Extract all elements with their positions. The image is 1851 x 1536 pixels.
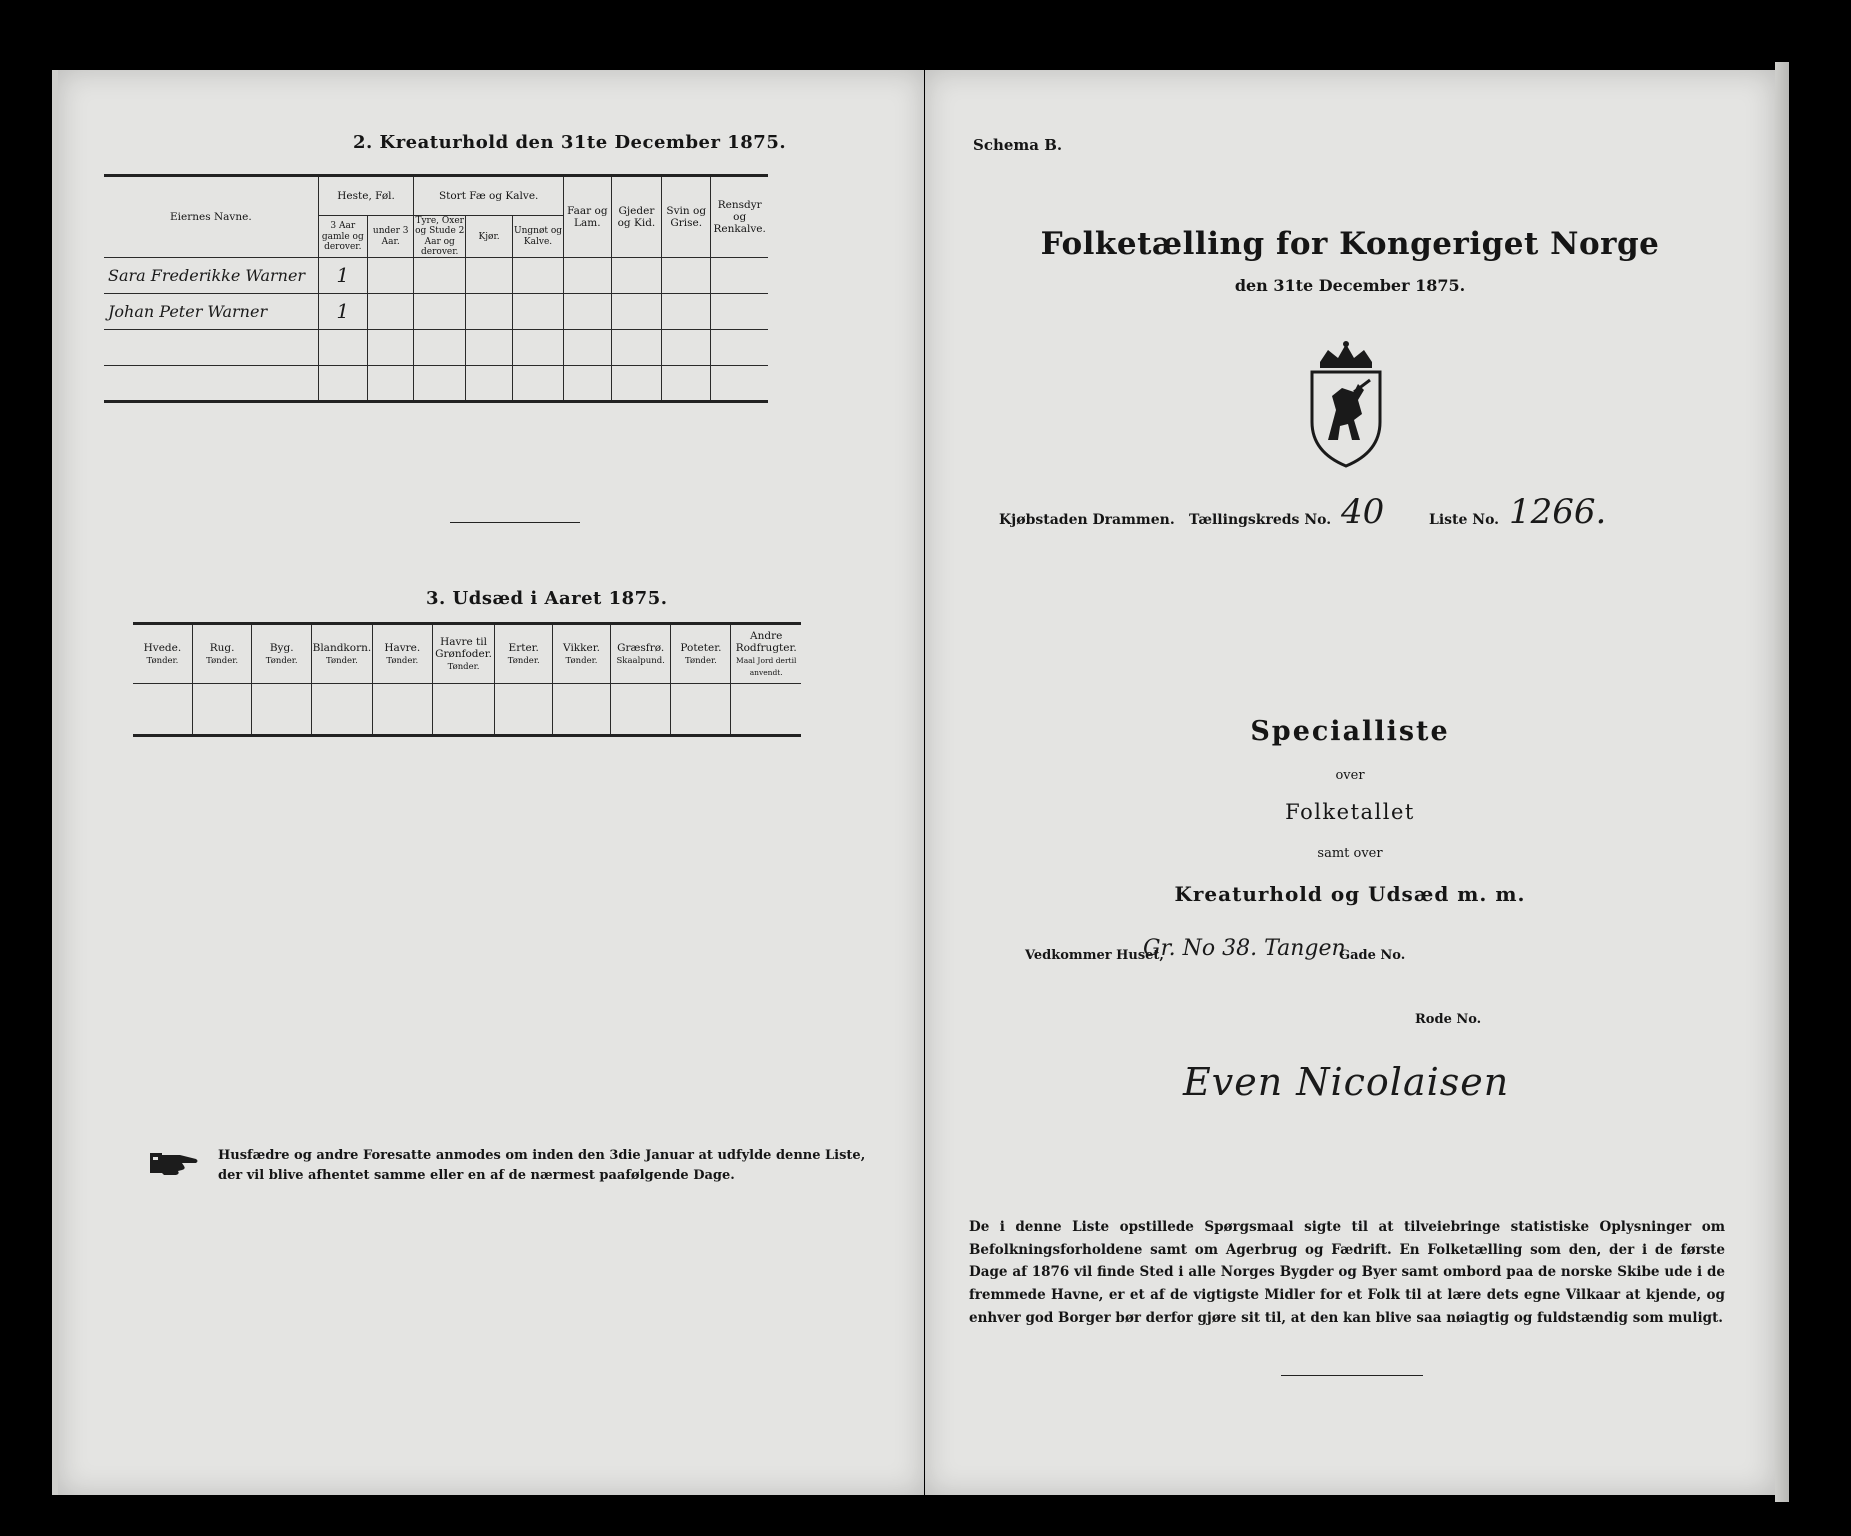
left-page	[52, 70, 924, 1495]
mixed-grain-header: Blandkorn. Tønder.	[311, 624, 372, 684]
livestock-table	[104, 174, 768, 403]
green-fodder-header: Havre til Grønfoder. Tønder.	[432, 624, 495, 684]
district-number: 40	[1341, 492, 1385, 532]
house-line	[1025, 938, 1625, 978]
owner-name-header: Eiernes Navne.	[104, 176, 318, 258]
table-row	[104, 294, 768, 330]
oats-header: Havre. Tønder.	[372, 624, 432, 684]
samt-over-label: samt over	[1317, 846, 1383, 861]
wheat-header: Hvede. Tønder.	[133, 624, 192, 684]
seed-table	[133, 622, 801, 737]
horses-header: Heste, Føl.	[318, 176, 414, 216]
pointing-hand-icon	[148, 1149, 200, 1177]
reindeer-header: Rensdyr og Renkalve.	[711, 176, 768, 258]
table-row	[104, 330, 768, 366]
purpose-paragraph: De i denne Liste opstillede Spørgsmaal sigte til at tilveiebringe statistiske Oplysninger om Befolkningsforholdene samt om Agerbrug og Fædrift. En Folketælling som den, der i de første Dage af 1876 vil finde Sted i alle Norges Bygder og Byer samt ombord paa de norske Skibe ude i de fremmede Havne, er et af de vigtigste Midler for et Folk til at lære dets egne Vilkaar at kjende, og enhver god Borger bør derfor gjøre sit til, at den kan blive saa nøiagtig og fuldstændig som muligt.	[969, 1219, 1725, 1326]
right-page	[925, 70, 1775, 1495]
potatoes-header: Poteter. Tønder.	[671, 624, 731, 684]
street-label: Gade No.	[1339, 948, 1406, 963]
rye-header: Rug. Tønder.	[192, 624, 252, 684]
table-row	[104, 366, 768, 402]
barley-header: Byg. Tønder.	[252, 624, 312, 684]
grass-seed-header: Græsfrø. Skaalpund.	[610, 624, 670, 684]
over-label: over	[1335, 768, 1365, 783]
calves-header: Ungnøt og Kalve.	[513, 216, 564, 258]
town-line	[999, 492, 1699, 540]
house-label: Vedkommer Huset,	[1025, 948, 1164, 963]
section-3-title: 3. Udsæd i Aaret 1875.	[426, 588, 668, 609]
sheep-header: Faar og Lam.	[563, 176, 611, 258]
census-title: Folketælling for Kongeriget Norge	[1040, 226, 1660, 262]
livestock-seed-label: Kreaturhold og Udsæd m. m.	[1174, 882, 1526, 906]
list-number: 1266.	[1509, 492, 1607, 532]
population-label: Folketallet	[1285, 800, 1415, 824]
root-crops-header: Andre Rodfrugter. Maal Jord dertil anvendt.	[731, 624, 801, 684]
horses-3yr-header: 3 Aar gamle og derover.	[318, 216, 367, 258]
vetch-header: Vikker. Tønder.	[553, 624, 611, 684]
goats-header: Gjeder og Kid.	[611, 176, 661, 258]
horses-under3-header: under 3 Aar.	[367, 216, 414, 258]
closing-divider	[1281, 1375, 1423, 1376]
special-list-title: Specialliste	[1250, 716, 1450, 747]
cows-header: Kjør.	[465, 216, 512, 258]
town-label: Kjøbstaden Drammen.	[999, 512, 1175, 528]
schema-label: Schema B.	[973, 136, 1063, 154]
cattle-header: Stort Fæ og Kalve.	[414, 176, 563, 216]
pigs-header: Svin og Grise.	[662, 176, 711, 258]
section-2-title: 2. Kreaturhold den 31te December 1875.	[353, 132, 787, 153]
table-row	[133, 684, 801, 736]
owner-name: Sara Frederikke Warner	[108, 265, 306, 285]
horse-count: 1	[336, 299, 350, 324]
list-label: Liste No.	[1429, 512, 1500, 528]
census-date: den 31te December 1875.	[1234, 276, 1466, 295]
owner-name: Johan Peter Warner	[108, 301, 268, 321]
street-address: Gr. No 38. Tangen	[1143, 936, 1346, 961]
coat-of-arms-icon	[1298, 340, 1394, 470]
enumerator-signature: Even Nicolaisen	[1183, 1060, 1510, 1104]
divider-line	[450, 522, 580, 523]
rode-label: Rode No.	[1415, 1012, 1482, 1027]
horse-count: 1	[336, 263, 350, 288]
table-row	[104, 258, 768, 294]
peas-header: Erter. Tønder.	[495, 624, 553, 684]
district-label: Tællingskreds No.	[1189, 512, 1332, 528]
bulls-header: Tyre, Oxer og Stude 2 Aar og derover.	[415, 216, 465, 258]
instruction-footnote: Husfædre og andre Foresatte anmodes om inden den 3die Januar at udfylde denne Liste, der vil blive afhentet samme eller en af de nærmest paafølgende Dage.	[218, 1148, 866, 1184]
